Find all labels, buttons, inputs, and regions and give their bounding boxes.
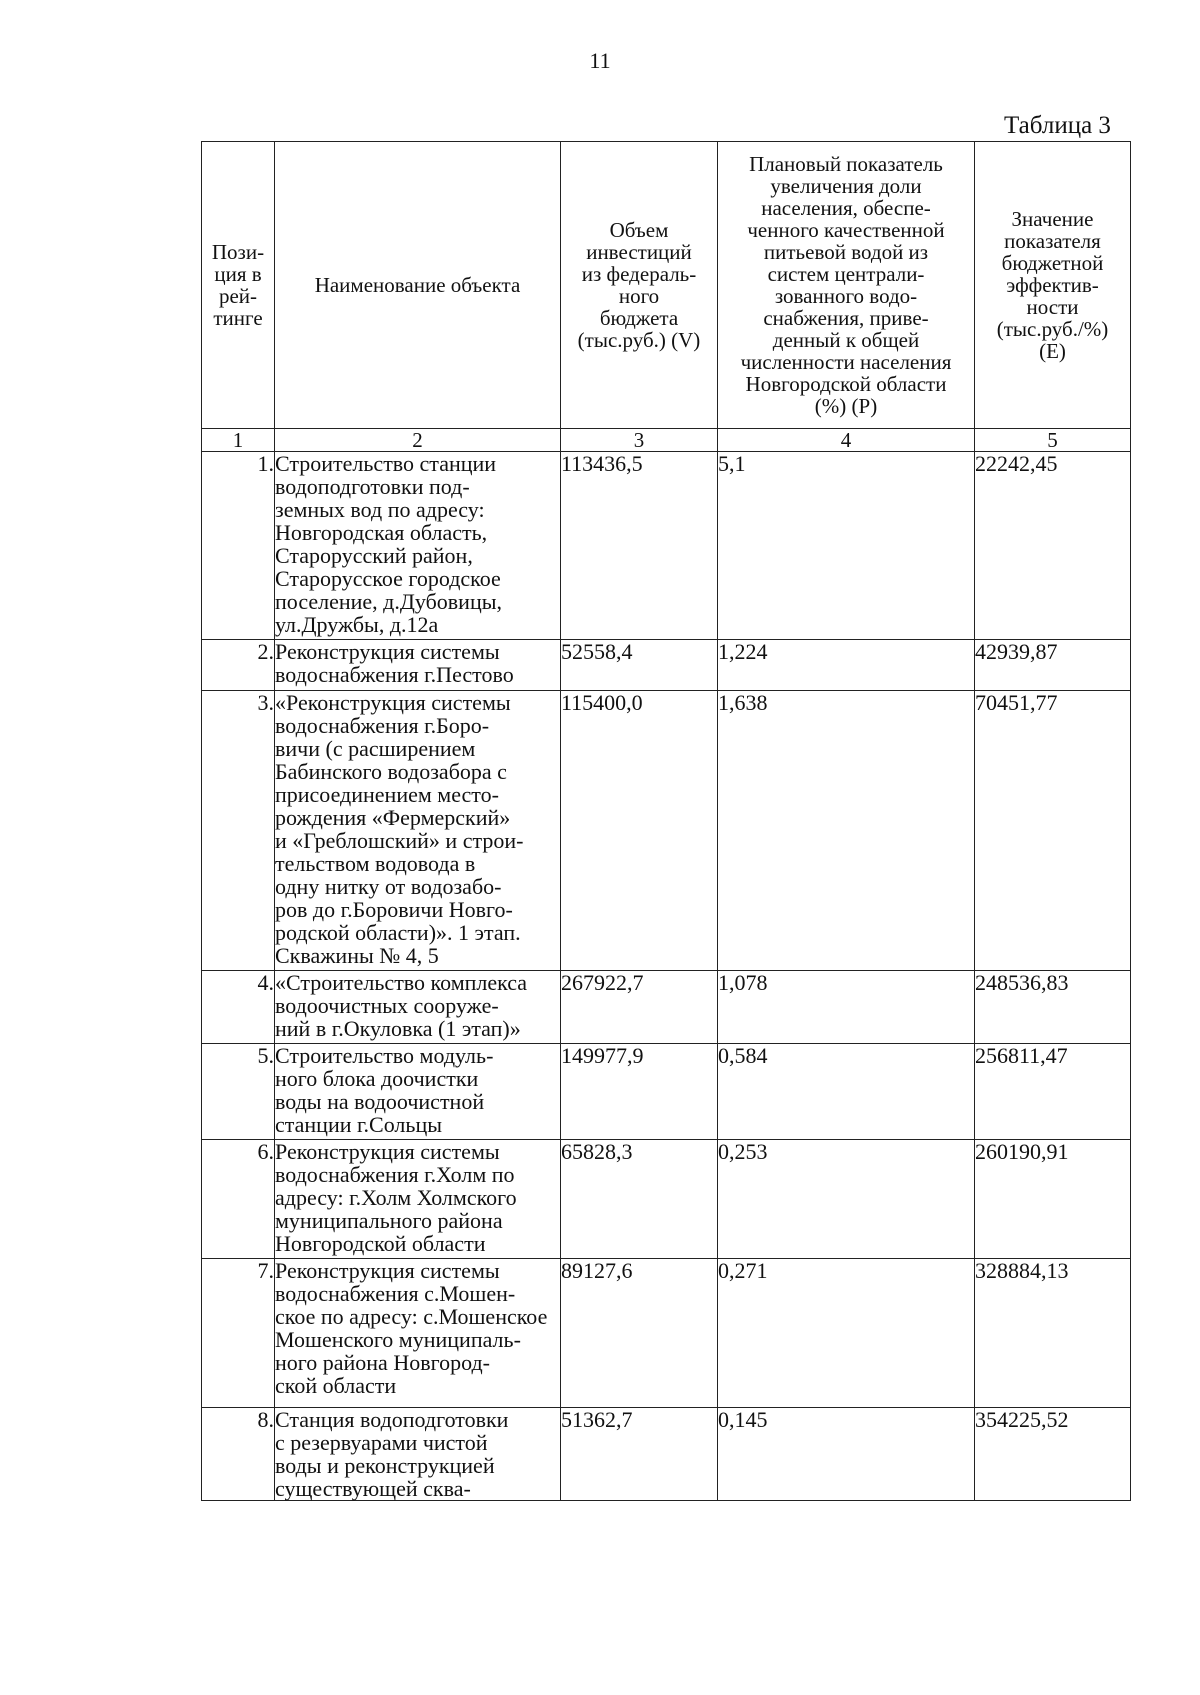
header-object-name-text: Наименование объекта xyxy=(314,273,521,297)
row-object-name: Реконструкция системы водоснабжения г.Холм по адресу: г.Холм Холмского муниципального района Новгородской области xyxy=(275,1140,561,1259)
row-investment: 267922,7 xyxy=(561,971,718,1044)
investment-efficiency-table xyxy=(201,141,1131,1501)
row-investment: 115400,0 xyxy=(561,691,718,971)
row-indicator: 0,253 xyxy=(718,1140,975,1259)
table-header-row xyxy=(202,142,1131,429)
row-position: 3. xyxy=(202,691,275,971)
header-efficiency xyxy=(975,142,1131,429)
table-row xyxy=(202,1044,1131,1140)
row-investment: 89127,6 xyxy=(561,1259,718,1408)
column-number: 5 xyxy=(975,429,1131,452)
row-efficiency: 328884,13 xyxy=(975,1259,1131,1408)
table-row xyxy=(202,1259,1131,1408)
row-indicator: 5,1 xyxy=(718,452,975,640)
row-efficiency: 70451,77 xyxy=(975,691,1131,971)
row-investment: 65828,3 xyxy=(561,1140,718,1259)
row-position: 7. xyxy=(202,1259,275,1408)
row-indicator: 0,584 xyxy=(718,1044,975,1140)
table-row xyxy=(202,971,1131,1044)
header-indicator xyxy=(718,142,975,429)
row-object-name: Станция водоподготовки с резервуарами чистой воды и реконструкцией существующей сква- xyxy=(275,1408,561,1501)
table-row xyxy=(202,1408,1131,1501)
column-number: 4 xyxy=(718,429,975,452)
table-row xyxy=(202,452,1131,640)
row-object-name: Реконструкция системы водоснабжения с.Мошен- ское по адресу: с.Мошенское Мошенского муниципаль- ного района Новгород- ской области xyxy=(275,1259,561,1408)
row-object-name: Строительство станции водоподготовки под- земных вод по адресу: Новгородская область, Старорусский район, Старорусское городское поселение, д.Дубовицы, ул.Дружбы, д.12а xyxy=(275,452,561,640)
header-investment-text: Объем инвестиций из федераль- ного бюджета (тыс.руб.) (V) xyxy=(577,218,701,352)
row-investment: 113436,5 xyxy=(561,452,718,640)
header-position-text: Пози- ция в рей- тинге xyxy=(211,240,265,330)
column-number-row xyxy=(202,429,1131,452)
row-indicator: 1,638 xyxy=(718,691,975,971)
table-caption: Таблица 3 xyxy=(1004,112,1111,139)
row-efficiency: 22242,45 xyxy=(975,452,1131,640)
row-indicator: 0,271 xyxy=(718,1259,975,1408)
row-indicator: 1,224 xyxy=(718,640,975,691)
page-number: 11 xyxy=(589,48,611,73)
row-investment: 52558,4 xyxy=(561,640,718,691)
row-object-name: Реконструкция системы водоснабжения г.Пестово xyxy=(275,640,561,691)
row-efficiency: 248536,83 xyxy=(975,971,1131,1044)
row-indicator: 0,145 xyxy=(718,1408,975,1501)
row-object-name: «Строительство комплекса водоочистных сооруже- ний в г.Окуловка (1 этап)» xyxy=(275,971,561,1044)
table-row xyxy=(202,640,1131,691)
header-efficiency-text: Значение показателя бюджетной эффектив- ности (тыс.руб./%) (E) xyxy=(996,207,1109,363)
row-position: 1. xyxy=(202,452,275,640)
table-row xyxy=(202,691,1131,971)
column-number: 2 xyxy=(275,429,561,452)
header-investment xyxy=(561,142,718,429)
row-position: 6. xyxy=(202,1140,275,1259)
row-position: 8. xyxy=(202,1408,275,1501)
row-object-name: «Реконструкция системы водоснабжения г.Боро- вичи (с расширением Бабинского водозабора с присоединением место- рождения «Фермерский» и «Греблошский» и строи- тельством водовода в одну нитку от водозабо- ров до г.Боровичи Новго- родской области)». 1 этап. Скважины № 4, 5 xyxy=(275,691,561,971)
row-investment: 149977,9 xyxy=(561,1044,718,1140)
header-object-name xyxy=(275,142,561,429)
row-efficiency: 260190,91 xyxy=(975,1140,1131,1259)
row-efficiency: 256811,47 xyxy=(975,1044,1131,1140)
row-position: 2. xyxy=(202,640,275,691)
row-efficiency: 42939,87 xyxy=(975,640,1131,691)
row-investment: 51362,7 xyxy=(561,1408,718,1501)
header-indicator-text: Плановый показатель увеличения доли населения, обеспе- ченного качественной питьевой водой из систем централи- зованного водо- снабжения, приве- денный к общей численности населения Новгородской области (%) (P) xyxy=(740,152,952,418)
row-object-name: Строительство модуль- ного блока доочистки воды на водоочистной станции г.Сольцы xyxy=(275,1044,561,1140)
column-number: 1 xyxy=(202,429,275,452)
row-position: 5. xyxy=(202,1044,275,1140)
row-indicator: 1,078 xyxy=(718,971,975,1044)
row-efficiency: 354225,52 xyxy=(975,1408,1131,1501)
column-number: 3 xyxy=(561,429,718,452)
header-position xyxy=(202,142,275,429)
row-position: 4. xyxy=(202,971,275,1044)
table-row xyxy=(202,1140,1131,1259)
